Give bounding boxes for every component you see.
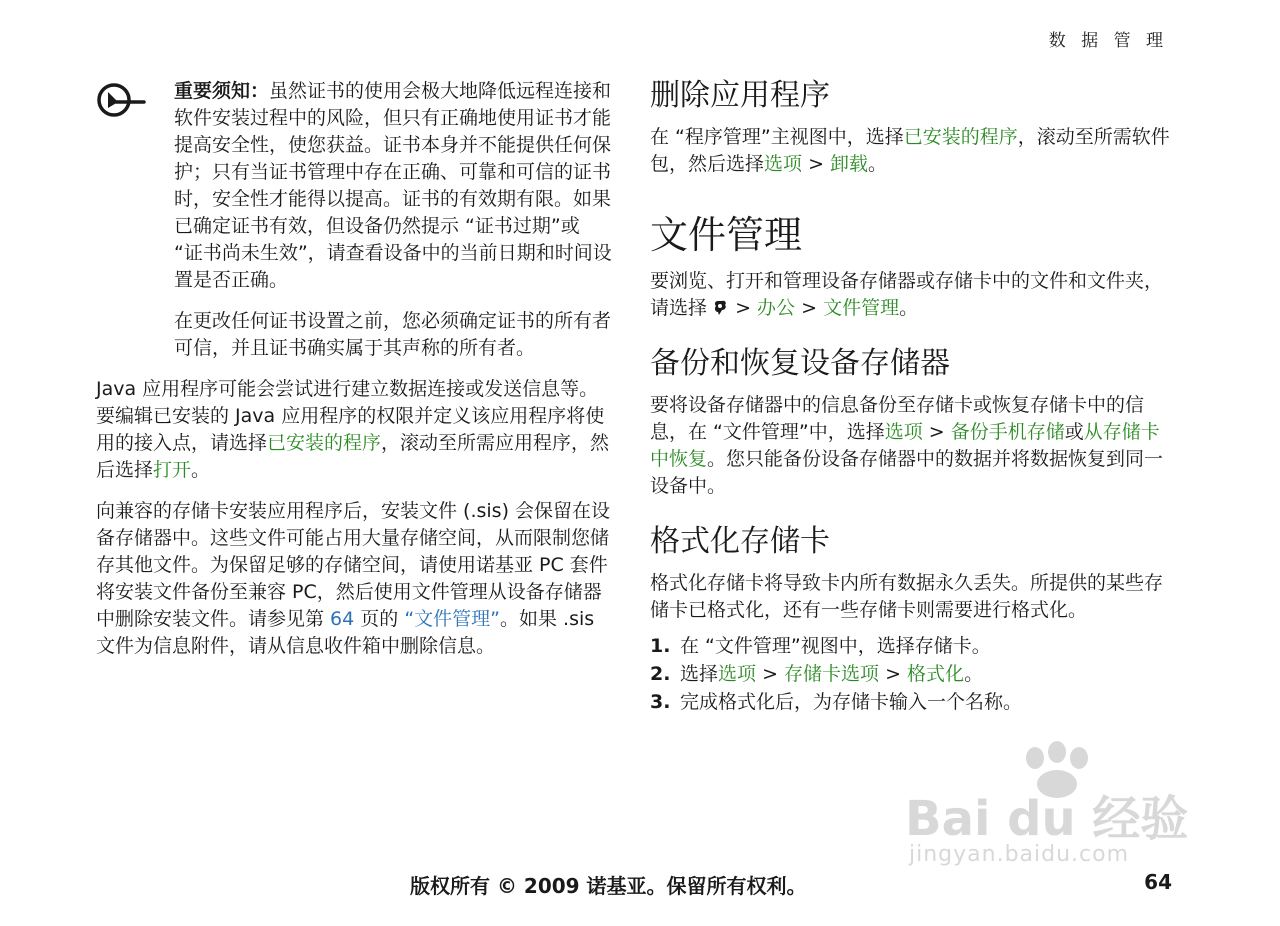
file-manager-link[interactable]: 文件管理 [823, 297, 900, 319]
backup-text-end: 。您只能备份设备存储器中的数据并将数据恢复到同一设备中。 [650, 448, 1164, 497]
watermark-brand: Bai du 经验 [905, 791, 1189, 847]
format-step-1 [650, 632, 1175, 660]
path-separator: > [729, 297, 758, 319]
installed-apps-link[interactable]: 已安装的程序 [903, 126, 1018, 148]
remove-apps-heading: 删除应用程序 [650, 78, 830, 113]
step-text-end: 。 [964, 663, 984, 685]
step-number: 2. [650, 663, 671, 685]
notice-paragraph-2: 在更改任何证书设置之前，您必须确定证书的所有者可信，并且证书确实属于其声称的所有者。 [174, 310, 612, 359]
java-text-end: 。 [191, 459, 211, 481]
file-manager-xref-link[interactable]: “文件管理” [404, 608, 501, 630]
notice-paragraph-1 [174, 78, 612, 294]
notice-text-1: 虽然证书的使用会极大地降低远程连接和软件安装过程中的风险，但只有正确地使用证书才能提高安全性，使您获益。证书本身并不能提供任何保护；只有当证书管理中存在正确、可靠和可信的证书时，安全性才能得以提高。证书的有效期有限。如果已确定证书有效，但设备仍然提示 “证书过期”或 “证书尚未生效”，请查看设备中的当前日期和时间设置是否正确。 [174, 80, 612, 291]
watermark-url: jingyan.baidu.com [909, 842, 1130, 867]
backup-phone-memory-link[interactable]: 备份手机存储 [950, 421, 1065, 443]
running-header: 数 据 管 理 [1048, 31, 1168, 51]
remove-text-mid: ，滚动至所需软件包，然后选择 [650, 126, 1170, 175]
sis-paragraph [96, 498, 612, 660]
java-text: Java 应用程序可能会尝试进行建立数据连接或发送信息等。要编辑已安装的 Java 应用程序的权限并定义该应用程序将使用的接入点，请选择 [96, 378, 605, 454]
left-column [96, 78, 612, 660]
important-notice [96, 78, 612, 362]
java-paragraph [96, 376, 612, 484]
notice-label: 重要须知： [174, 80, 270, 102]
sis-text-end: 。如果 .sis 文件为信息附件，请从信息收件箱中删除信息。 [96, 608, 595, 657]
backup-text: 要将设备存储器中的信息备份至存储卡或恢复存储卡中的信息，在 “文件管理”中，选择 [650, 394, 1145, 443]
backup-paragraph [650, 392, 1175, 500]
format-link[interactable]: 格式化 [907, 663, 965, 685]
format-intro: 格式化存储卡将导致卡内所有数据永久丢失。所提供的某些存储卡已格式化，还有一些存储卡则需要进行格式化。 [650, 572, 1164, 621]
sis-text-mid: 页的 [354, 608, 405, 630]
page-ref-link[interactable]: 64 [330, 608, 355, 630]
step-text: 在 “文件管理”视图中，选择存储卡。 [680, 635, 991, 657]
format-step-3 [650, 688, 1175, 716]
sis-text: 向兼容的存储卡安装应用程序后，安装文件 (.sis) 会保留在设备存储器中。这些文件可能占用大量存储空间，从而限制您储存其他文件。为保留足够的存储空间，请使用诺基亚 PC 套件将安装文件备份至兼容 PC，然后使用文件管理从设备存储器中删除安装文件。请参见第 [96, 500, 611, 630]
format-step-2 [650, 660, 1175, 688]
remove-apps-paragraph [650, 124, 1175, 178]
page-number: 64 [1144, 870, 1172, 894]
path-separator: > [795, 297, 824, 319]
file-manager-heading: 文件管理 [650, 213, 803, 257]
path-separator: > [922, 421, 951, 443]
office-link[interactable]: 办公 [757, 297, 796, 319]
step-number: 3. [650, 691, 671, 713]
fm-text: 要浏览、打开和管理设备存储器或存储卡中的文件和文件夹，请选择 [650, 270, 1164, 319]
format-steps [650, 632, 1175, 716]
remove-text: 在 “程序管理”主视图中，选择 [650, 126, 904, 148]
important-notice-icon [96, 82, 148, 118]
backup-heading: 备份和恢复设备存储器 [650, 346, 950, 381]
menu-key-icon [713, 299, 729, 317]
installed-apps-link[interactable]: 已安装的程序 [267, 432, 382, 454]
footer-copyright: 版权所有 © 2009 诺基亚。保留所有权利。 [410, 874, 807, 898]
options-link[interactable]: 选项 [718, 663, 757, 685]
remove-text-end: 。 [868, 153, 888, 175]
card-options-link[interactable]: 存储卡选项 [784, 663, 880, 685]
open-link[interactable]: 打开 [153, 459, 192, 481]
path-separator: > [802, 153, 831, 175]
java-text-mid: ，滚动至所需应用程序，然后选择 [96, 432, 610, 481]
format-heading: 格式化存储卡 [650, 524, 830, 559]
options-link[interactable]: 选项 [884, 421, 923, 443]
path-separator: > [879, 663, 908, 685]
path-separator: > [756, 663, 785, 685]
step-number: 1. [650, 635, 671, 657]
fm-text-end: 。 [899, 297, 919, 319]
step-text: 选择 [680, 663, 719, 685]
backup-or: 或 [1064, 421, 1084, 443]
baidu-watermark [905, 740, 1205, 870]
uninstall-link[interactable]: 卸载 [830, 153, 869, 175]
options-link[interactable]: 选项 [764, 153, 803, 175]
step-text: 完成格式化后，为存储卡输入一个名称。 [680, 691, 1023, 713]
right-column [650, 78, 1175, 716]
restore-from-card-link[interactable]: 从存储卡中恢复 [650, 421, 1160, 470]
file-manager-paragraph [650, 268, 1175, 322]
